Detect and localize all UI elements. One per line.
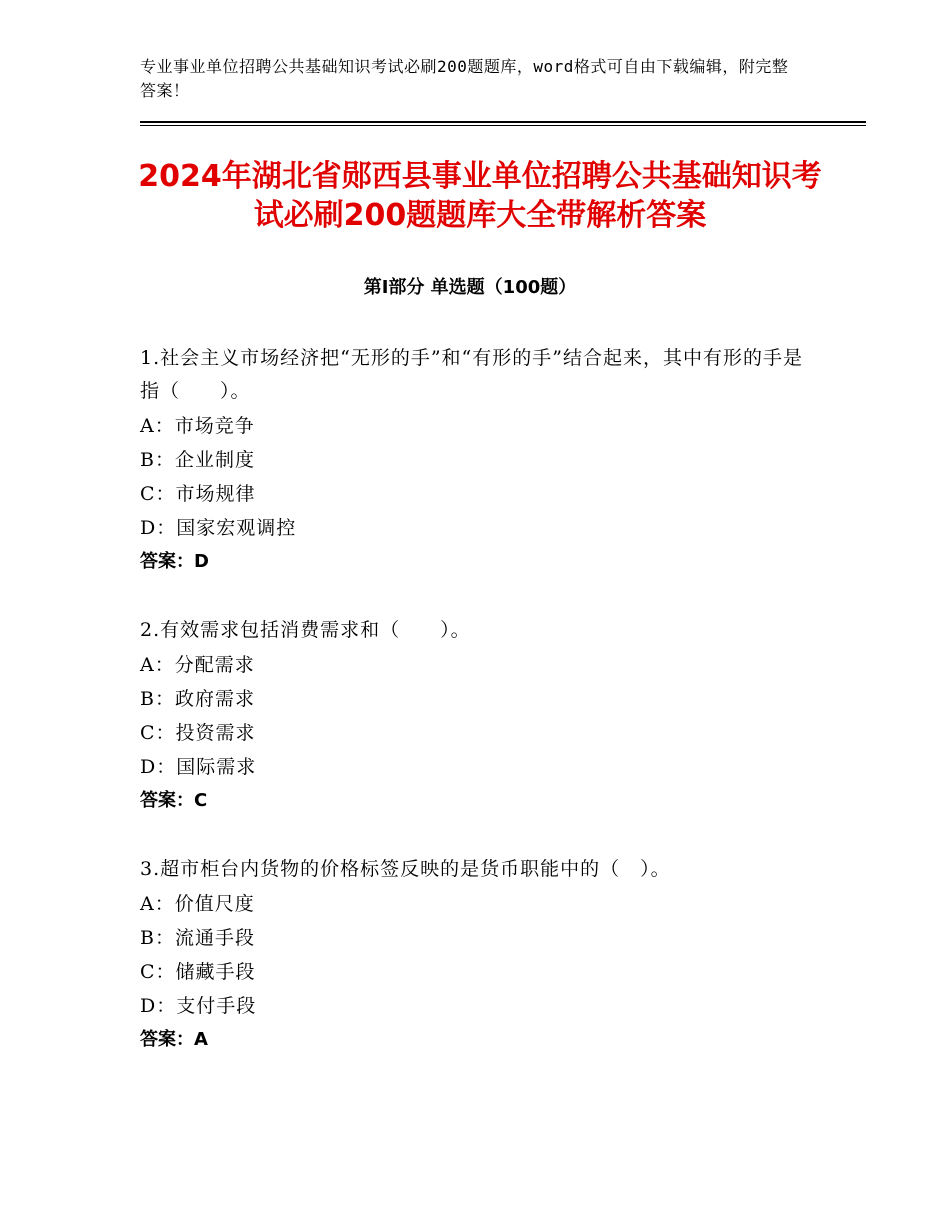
question-stem: 1.社会主义市场经济把“无形的手”和“有形的手”结合起来，其中有形的手是指（ ）。 bbox=[140, 347, 803, 402]
header-divider-thick bbox=[140, 121, 866, 123]
question-list bbox=[140, 342, 810, 1092]
option-a: A：价值尺度 bbox=[140, 893, 255, 915]
document-title: 2024年湖北省郧西县事业单位招聘公共基础知识考试必刷200题题库大全带解析答案 bbox=[138, 159, 822, 233]
option-b: B：政府需求 bbox=[140, 688, 255, 710]
option-d: D：国家宏观调控 bbox=[140, 517, 297, 539]
question-stem: 2.有效需求包括消费需求和（ ）。 bbox=[140, 619, 471, 641]
option-a: A：分配需求 bbox=[140, 654, 255, 676]
option-d: D：支付手段 bbox=[140, 995, 257, 1017]
section-heading: 第Ⅰ部分 单选题（100题） bbox=[363, 277, 577, 298]
answer-label: 答案：D bbox=[140, 551, 209, 572]
answer-label: 答案：C bbox=[140, 790, 208, 811]
option-a: A：市场竞争 bbox=[140, 415, 255, 437]
question-1 bbox=[140, 342, 810, 579]
answer-label: 答案：A bbox=[140, 1029, 208, 1050]
question-2 bbox=[140, 614, 810, 818]
question-3 bbox=[140, 853, 810, 1057]
header-note: 专业事业单位招聘公共基础知识考试必刷200题题库，word格式可自由下载编辑，附完整答案！ bbox=[140, 57, 789, 100]
option-b: B：流通手段 bbox=[140, 927, 255, 949]
header-divider-thin bbox=[140, 125, 866, 126]
option-c: C：市场规律 bbox=[140, 483, 256, 505]
option-c: C：储藏手段 bbox=[140, 961, 256, 983]
option-c: C：投资需求 bbox=[140, 722, 256, 744]
question-stem: 3.超市柜台内货物的价格标签反映的是货币职能中的（ ）。 bbox=[140, 858, 671, 880]
option-d: D：国际需求 bbox=[140, 756, 257, 778]
option-b: B：企业制度 bbox=[140, 449, 255, 471]
